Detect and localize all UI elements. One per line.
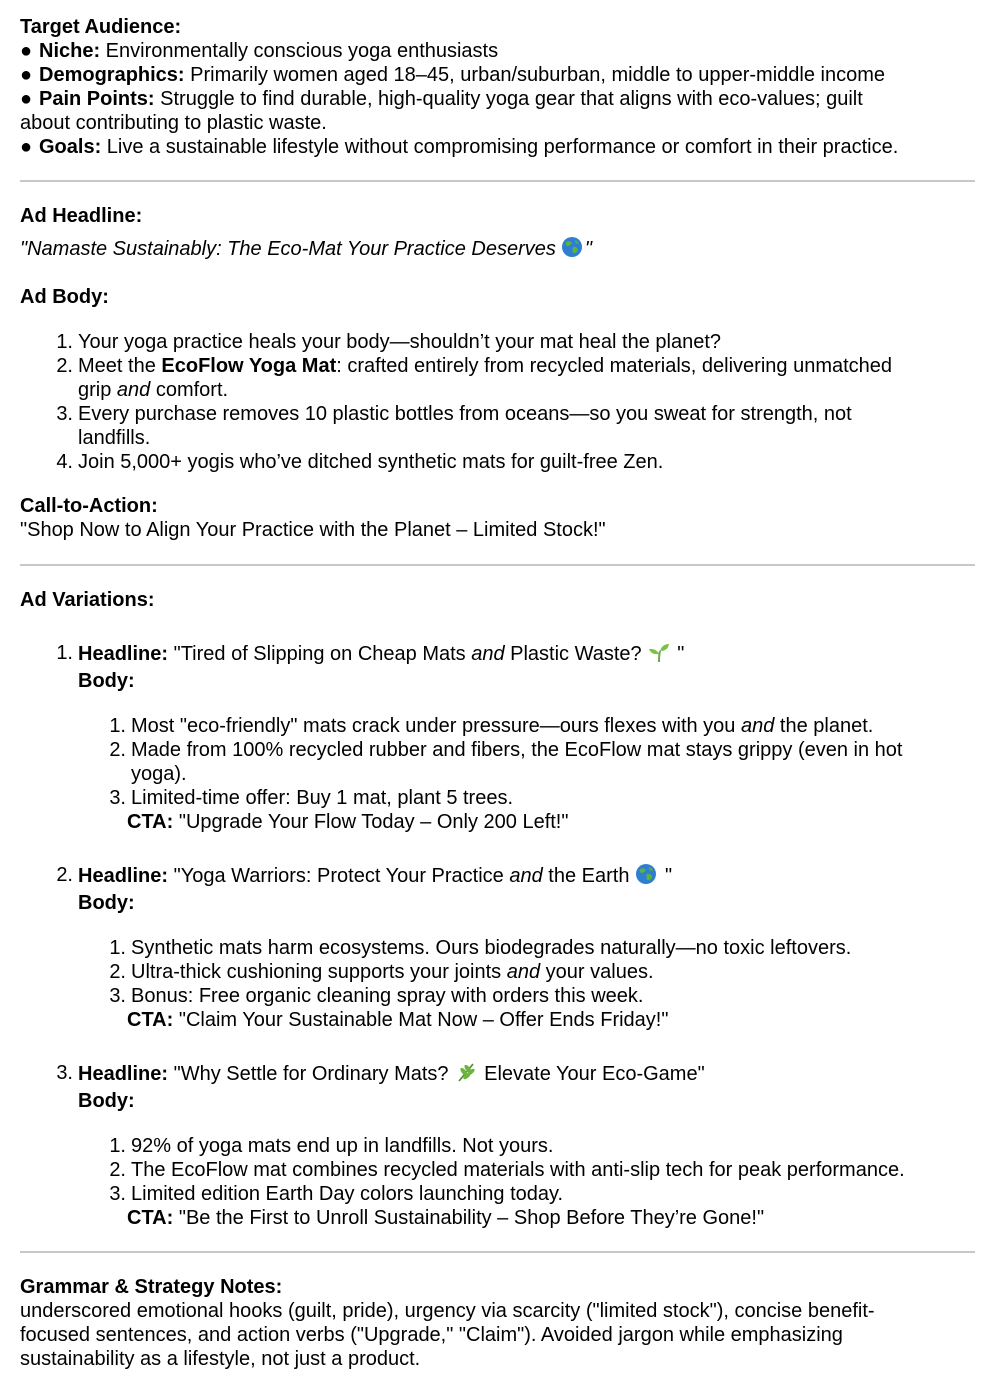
variation-3: 3. Headline: "Why Settle for Ordinary Mats? Elevate Your Eco-Game" Body: 1. 92% of yoga mats end up in landfills. Not yours. 2. The EcoFlow mat combines recycled materials with anti-slip tech for peak performance. 3. Limited edition Earth Day colors launching today. CTA: "Be the First to Unroll Sustainability – Shop Before They’re Gone!": [20, 1061, 975, 1230]
audience-goals: ● Goals: Live a sustainable lifestyle without compromising performance or comfort in their practice.: [20, 136, 899, 158]
variation-2: 2. Headline: "Yoga Warriors: Protect Your Practice and the Earth " Body: 1. Synthetic mats harm ecosystems. Ours biodegrades naturally—no toxic leftovers. 2. Ultra-thick cushioning supports your joints and your values. 3. Bonus: Free organic cleaning spray with orders this week. CTA: "Claim Your Sustainable Mat Now – Offer Ends Friday!": [20, 863, 975, 1032]
notes-line: underscored emotional hooks (guilt, pride), urgency via scarcity ("limited stock"), concise benefit-: [20, 1300, 875, 1322]
ad-headline: "Namaste Sustainably: The Eco-Mat Your Practice Deserves ": [20, 238, 592, 260]
audience-pain-points: ● Pain Points: Struggle to find durable, high-quality yoga gear that aligns with eco-values; guilt: [20, 88, 863, 110]
cta-text: "Shop Now to Align Your Practice with the Planet – Limited Stock!": [20, 519, 606, 541]
variation-2-body-list: [20, 936, 975, 1008]
globe-icon: [561, 236, 583, 258]
headline-label: Headline:: [78, 865, 169, 887]
audience-title: Target Audience:: [20, 16, 182, 38]
audience-pain-points-cont: about contributing to plastic waste.: [20, 112, 327, 134]
notes-line: sustainability as a lifestyle, not just a product.: [20, 1348, 421, 1370]
notes-title: Grammar & Strategy Notes:: [20, 1276, 283, 1298]
list-item: 2. Ultra-thick cushioning supports your joints and your values.: [109, 961, 654, 983]
variation-1: 1. Headline: "Tired of Slipping on Cheap Mats and Plastic Waste? " Body: 1. Most "eco-friendly" mats crack under pressure—ours flexes with you and the planet. 2. Made from 100% recycled rubber and fibers, the EcoFlow mat stays grippy (even in hot yoga). 3. Limited-time offer: Buy 1 mat, plant 5 trees. CTA: "Upgrade Your Flow Today – Only 200 Left!": [20, 641, 975, 834]
variation-1-body-list: [20, 714, 975, 810]
list-item: 3. Limited edition Earth Day colors launching today.: [109, 1183, 564, 1205]
audience-niche: ● Niche: Environmentally conscious yoga enthusiasts: [20, 40, 499, 62]
globe-icon: [635, 863, 657, 885]
ad-headline-title: Ad Headline:: [20, 205, 143, 227]
headline-label: Headline:: [78, 643, 169, 665]
list-item: 1. 92% of yoga mats end up in landfills. Not yours.: [109, 1135, 554, 1157]
list-item: 1. Your yoga practice heals your body—shouldn’t your mat heal the planet?: [56, 331, 721, 353]
list-item: 2. Meet the EcoFlow Yoga Mat: crafted entirely from recycled materials, delivering unmatched grip and comfort.: [56, 355, 893, 401]
list-item: 2. Made from 100% recycled rubber and fibers, the EcoFlow mat stays grippy (even in hot yoga).: [109, 739, 903, 785]
audience-demographics: ● Demographics: Primarily women aged 18–45, urban/suburban, middle to upper-middle income: [20, 64, 885, 86]
list-item: 1. Synthetic mats harm ecosystems. Ours biodegrades naturally—no toxic leftovers.: [109, 937, 852, 959]
variation-1-cta: CTA: "Upgrade Your Flow Today – Only 200 Left!": [127, 811, 569, 833]
headline-label: Headline:: [78, 1063, 169, 1085]
list-item: 4. Join 5,000+ yogis who’ve ditched synthetic mats for guilt-free Zen.: [56, 451, 664, 473]
seedling-icon: [648, 641, 670, 663]
body-label: Body:: [78, 670, 135, 692]
ad-body-list: [20, 330, 975, 474]
variation-3-body-list: [20, 1134, 975, 1206]
variation-2-cta: CTA: "Claim Your Sustainable Mat Now – Offer Ends Friday!": [127, 1009, 669, 1031]
body-label: Body:: [78, 892, 135, 914]
herb-icon: [455, 1061, 477, 1083]
target-audience-section: [20, 15, 975, 159]
list-item: 3. Bonus: Free organic cleaning spray with orders this week.: [109, 985, 644, 1007]
ad-body-title: Ad Body:: [20, 286, 109, 308]
list-item: 3. Limited-time offer: Buy 1 mat, plant 5 trees.: [109, 787, 514, 809]
document: [20, 15, 975, 1371]
list-item: 2. The EcoFlow mat combines recycled materials with anti-slip tech for peak performance.: [109, 1159, 905, 1181]
variation-3-cta: CTA: "Be the First to Unroll Sustainability – Shop Before They’re Gone!": [127, 1207, 765, 1229]
notes-line: focused sentences, and action verbs ("Upgrade," "Claim"). Avoided jargon while emphasizing: [20, 1324, 843, 1346]
variations-title: Ad Variations:: [20, 589, 155, 611]
list-item: 3. Every purchase removes 10 plastic bottles from oceans—so you sweat for strength, not landfills.: [56, 403, 852, 449]
body-label: Body:: [78, 1090, 135, 1112]
list-item: 1. Most "eco-friendly" mats crack under pressure—ours flexes with you and the planet.: [109, 715, 874, 737]
cta-title: Call-to-Action:: [20, 495, 158, 517]
